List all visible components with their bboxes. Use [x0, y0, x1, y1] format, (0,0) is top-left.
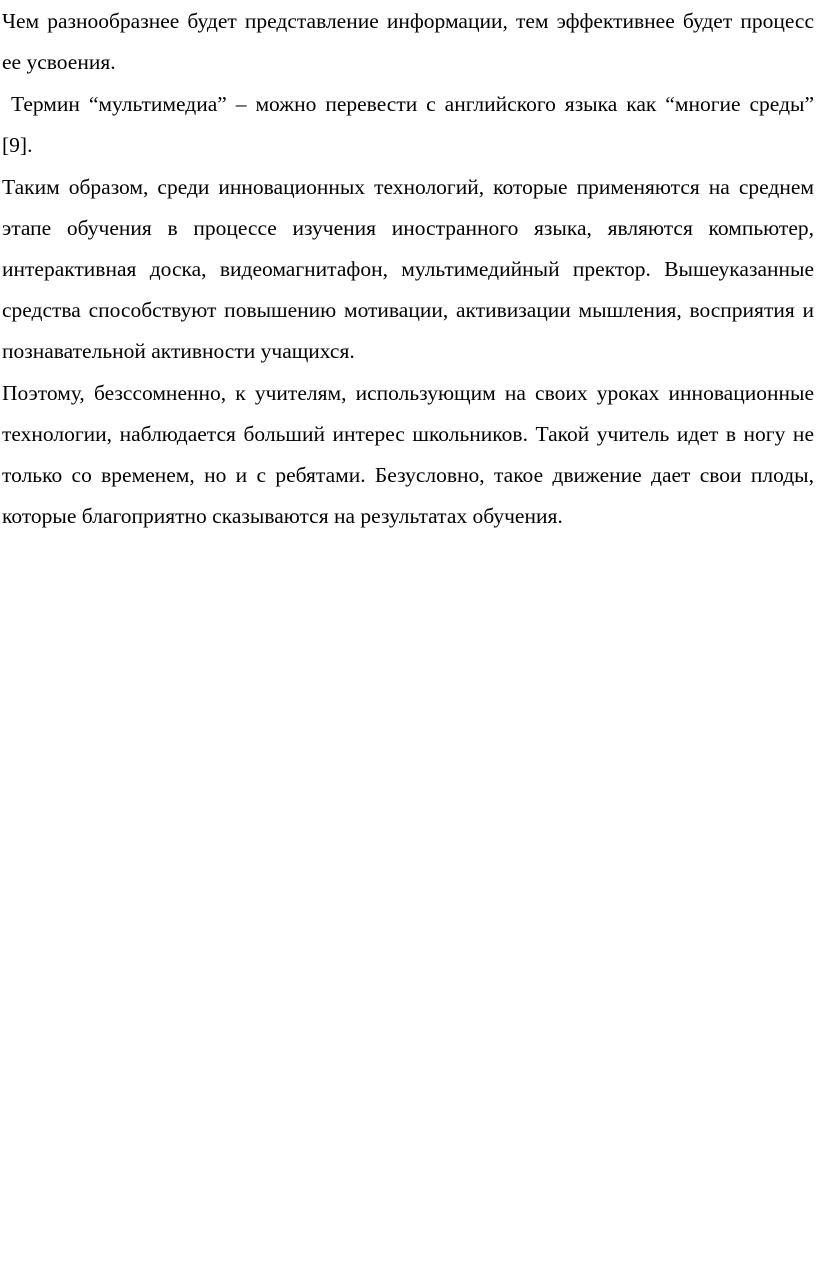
- document-body: [2, 0, 814, 537]
- paragraph-2: Термин “мультимедиа” – можно перевести с английского языка как “многие среды” [9].: [2, 92, 814, 157]
- paragraph-3: Таким образом, среди инновационных технологий, которые применяются на среднем этапе обучения в процессе изучения иностранного языка, являются компьютер, интерактивная доска, видеомагнитафон, мультимедийный пректор. Вышеуказанные средства способствуют повышению мотивации, активизации мышления, восприятия и познавательной активности учащихся.: [2, 175, 814, 363]
- paragraph-4: Поэтому, безссомненно, к учителям, использующим на своих уроках инновационные технологии, наблюдается больший интерес школьников. Такой учитель идет в ногу не только со временем, но и с ребятами. Безусловно, такое движение дает свои плоды, которые благоприятно сказываются на результатах обучения.: [2, 381, 814, 528]
- paragraph-1: Чем разнообразнее будет представление информации, тем эффективнее будет процесс ее усвоения.: [2, 9, 814, 74]
